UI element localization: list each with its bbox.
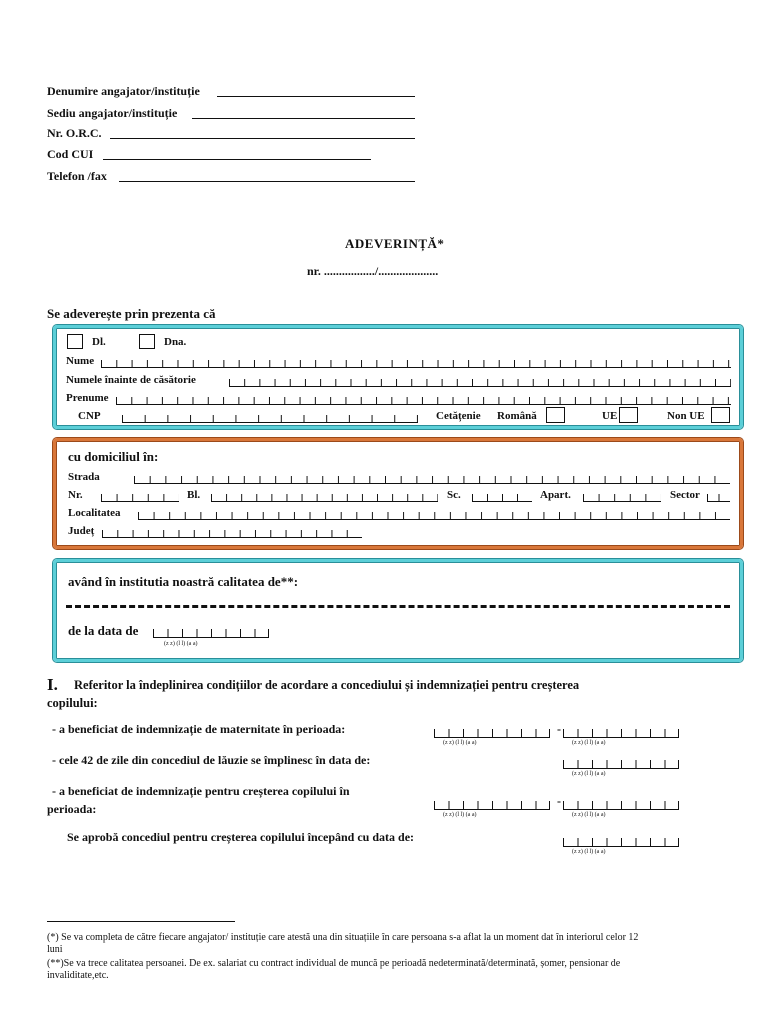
- county-label: Județ: [68, 525, 95, 537]
- approval-date[interactable]: [563, 838, 679, 847]
- phone-label: Telefon /fax: [47, 169, 107, 183]
- footnote-1-line1: (*) Se va completa de către fiecare angajator/ instituție care atestă una din situațiile în care persoana s-a aflat la un moment dat în interiorul celor 12: [47, 932, 639, 943]
- approval-format: (z z) (l l) (a a): [572, 849, 606, 855]
- footnote-1: [47, 932, 753, 956]
- sector-field[interactable]: [707, 494, 730, 502]
- non-eu-label: Non UE: [667, 410, 705, 422]
- employer-name-field[interactable]: [217, 96, 415, 97]
- position-box: [53, 559, 743, 662]
- position-heading: având în institutia noastră calitatea de**:: [68, 574, 299, 589]
- name-field[interactable]: [101, 360, 731, 368]
- childcare-end-format: (z z) (l l) (a a): [572, 812, 606, 818]
- orc-label: Nr. O.R.C.: [47, 126, 102, 140]
- staircase-field[interactable]: [472, 494, 532, 502]
- footnote-2-line2: invaliditate,etc.: [47, 970, 109, 981]
- document-title: ADEVERINȚĂ*: [345, 236, 445, 251]
- locality-field[interactable]: [138, 512, 730, 520]
- eu-label: UE: [602, 410, 618, 422]
- romanian-checkbox[interactable]: [546, 407, 565, 423]
- block-label: Bl.: [187, 489, 201, 501]
- childcare-start-date[interactable]: [434, 801, 550, 810]
- footnote-separator: [47, 921, 235, 922]
- maternity-start-format: (z z) (l l) (a a): [443, 740, 477, 746]
- footnote-1-line2: luni: [47, 944, 63, 955]
- section-title-line1: Referitor la îndeplinirea condițiilor de acordare a concediului și indemnizației pentru creșterea: [74, 678, 580, 692]
- employer-name-label: Denumire angajator/instituție: [47, 84, 200, 98]
- apartment-label: Apart.: [540, 489, 571, 501]
- intro-text: Se adeverește prin prezenta că: [47, 306, 216, 321]
- from-date-label: de la data de: [68, 623, 139, 638]
- footnote-2: [47, 958, 753, 982]
- street-label: Strada: [68, 471, 100, 483]
- phone-field[interactable]: [119, 181, 415, 182]
- cui-field[interactable]: [103, 159, 371, 160]
- mrs-checkbox[interactable]: [139, 334, 155, 349]
- mr-label: Dl.: [92, 336, 106, 348]
- locality-label: Localitatea: [68, 507, 121, 519]
- first-name-field[interactable]: [116, 397, 731, 405]
- maternity-text: - a beneficiat de indemnizație de maternitate în perioada:: [52, 722, 346, 736]
- romanian-label: Română: [497, 410, 537, 422]
- non-eu-checkbox[interactable]: [711, 407, 730, 423]
- position-field[interactable]: [66, 605, 730, 608]
- childcare-end-date[interactable]: [563, 801, 679, 810]
- footnote-2-line1: (**)Se va trece calitatea persoanei. De ex. salariat cu contract individual de muncă pe perioadă nedeterminată/determinată, șomer, pensionar de: [47, 958, 621, 969]
- person-box: [53, 325, 743, 429]
- block-field[interactable]: [211, 494, 438, 502]
- name-label: Nume: [66, 355, 95, 367]
- childcare-text-line1: - a beneficiat de indemnizație pentru creșterea copilului în: [52, 784, 350, 798]
- orc-field[interactable]: [110, 138, 415, 139]
- address-heading: cu domiciliul în:: [68, 449, 159, 464]
- maiden-name-field[interactable]: [229, 379, 731, 387]
- from-date-field[interactable]: [153, 629, 269, 638]
- eu-checkbox[interactable]: [619, 407, 638, 423]
- childcare-text-line2: perioada:: [47, 802, 97, 816]
- childcare-dash: -: [557, 794, 561, 808]
- approval-text: Se aprobă concediul pentru creșterea copilului începând cu data de:: [67, 830, 415, 844]
- apartment-field[interactable]: [583, 494, 661, 502]
- childcare-start-format: (z z) (l l) (a a): [443, 812, 477, 818]
- mrs-label: Dna.: [164, 336, 187, 348]
- maternity-start-date[interactable]: [434, 729, 550, 738]
- employer-seat-label: Sediu angajator/instituție: [47, 106, 178, 120]
- employer-seat-field[interactable]: [192, 118, 415, 119]
- staircase-label: Sc.: [447, 489, 461, 501]
- from-date-format: (z z) (l l) (a a): [164, 641, 198, 647]
- document-number[interactable]: nr. ................./....................: [307, 264, 439, 278]
- maternity-end-format: (z z) (l l) (a a): [572, 740, 606, 746]
- citizenship-label: Cetățenie: [436, 410, 481, 422]
- sector-label: Sector: [670, 489, 700, 501]
- postpartum-format: (z z) (l l) (a a): [572, 771, 606, 777]
- mr-checkbox[interactable]: [67, 334, 83, 349]
- maternity-dash: -: [557, 722, 561, 736]
- street-field[interactable]: [134, 476, 730, 484]
- county-field[interactable]: [102, 530, 362, 538]
- postpartum-text: - cele 42 de zile din concediul de lăuzie se împlinesc în data de:: [52, 753, 371, 767]
- postpartum-date[interactable]: [563, 760, 679, 769]
- cnp-label: CNP: [78, 410, 101, 422]
- section-title-line2: copilului:: [47, 696, 98, 710]
- address-box: [53, 438, 743, 549]
- cui-label: Cod CUI: [47, 147, 94, 161]
- first-name-label: Prenume: [66, 392, 109, 404]
- cnp-field[interactable]: [122, 415, 418, 423]
- maiden-name-label: Numele înainte de căsătorie: [66, 374, 196, 386]
- number-label: Nr.: [68, 489, 83, 501]
- number-field[interactable]: [101, 494, 179, 502]
- section-roman: I.: [47, 675, 58, 694]
- maternity-end-date[interactable]: [563, 729, 679, 738]
